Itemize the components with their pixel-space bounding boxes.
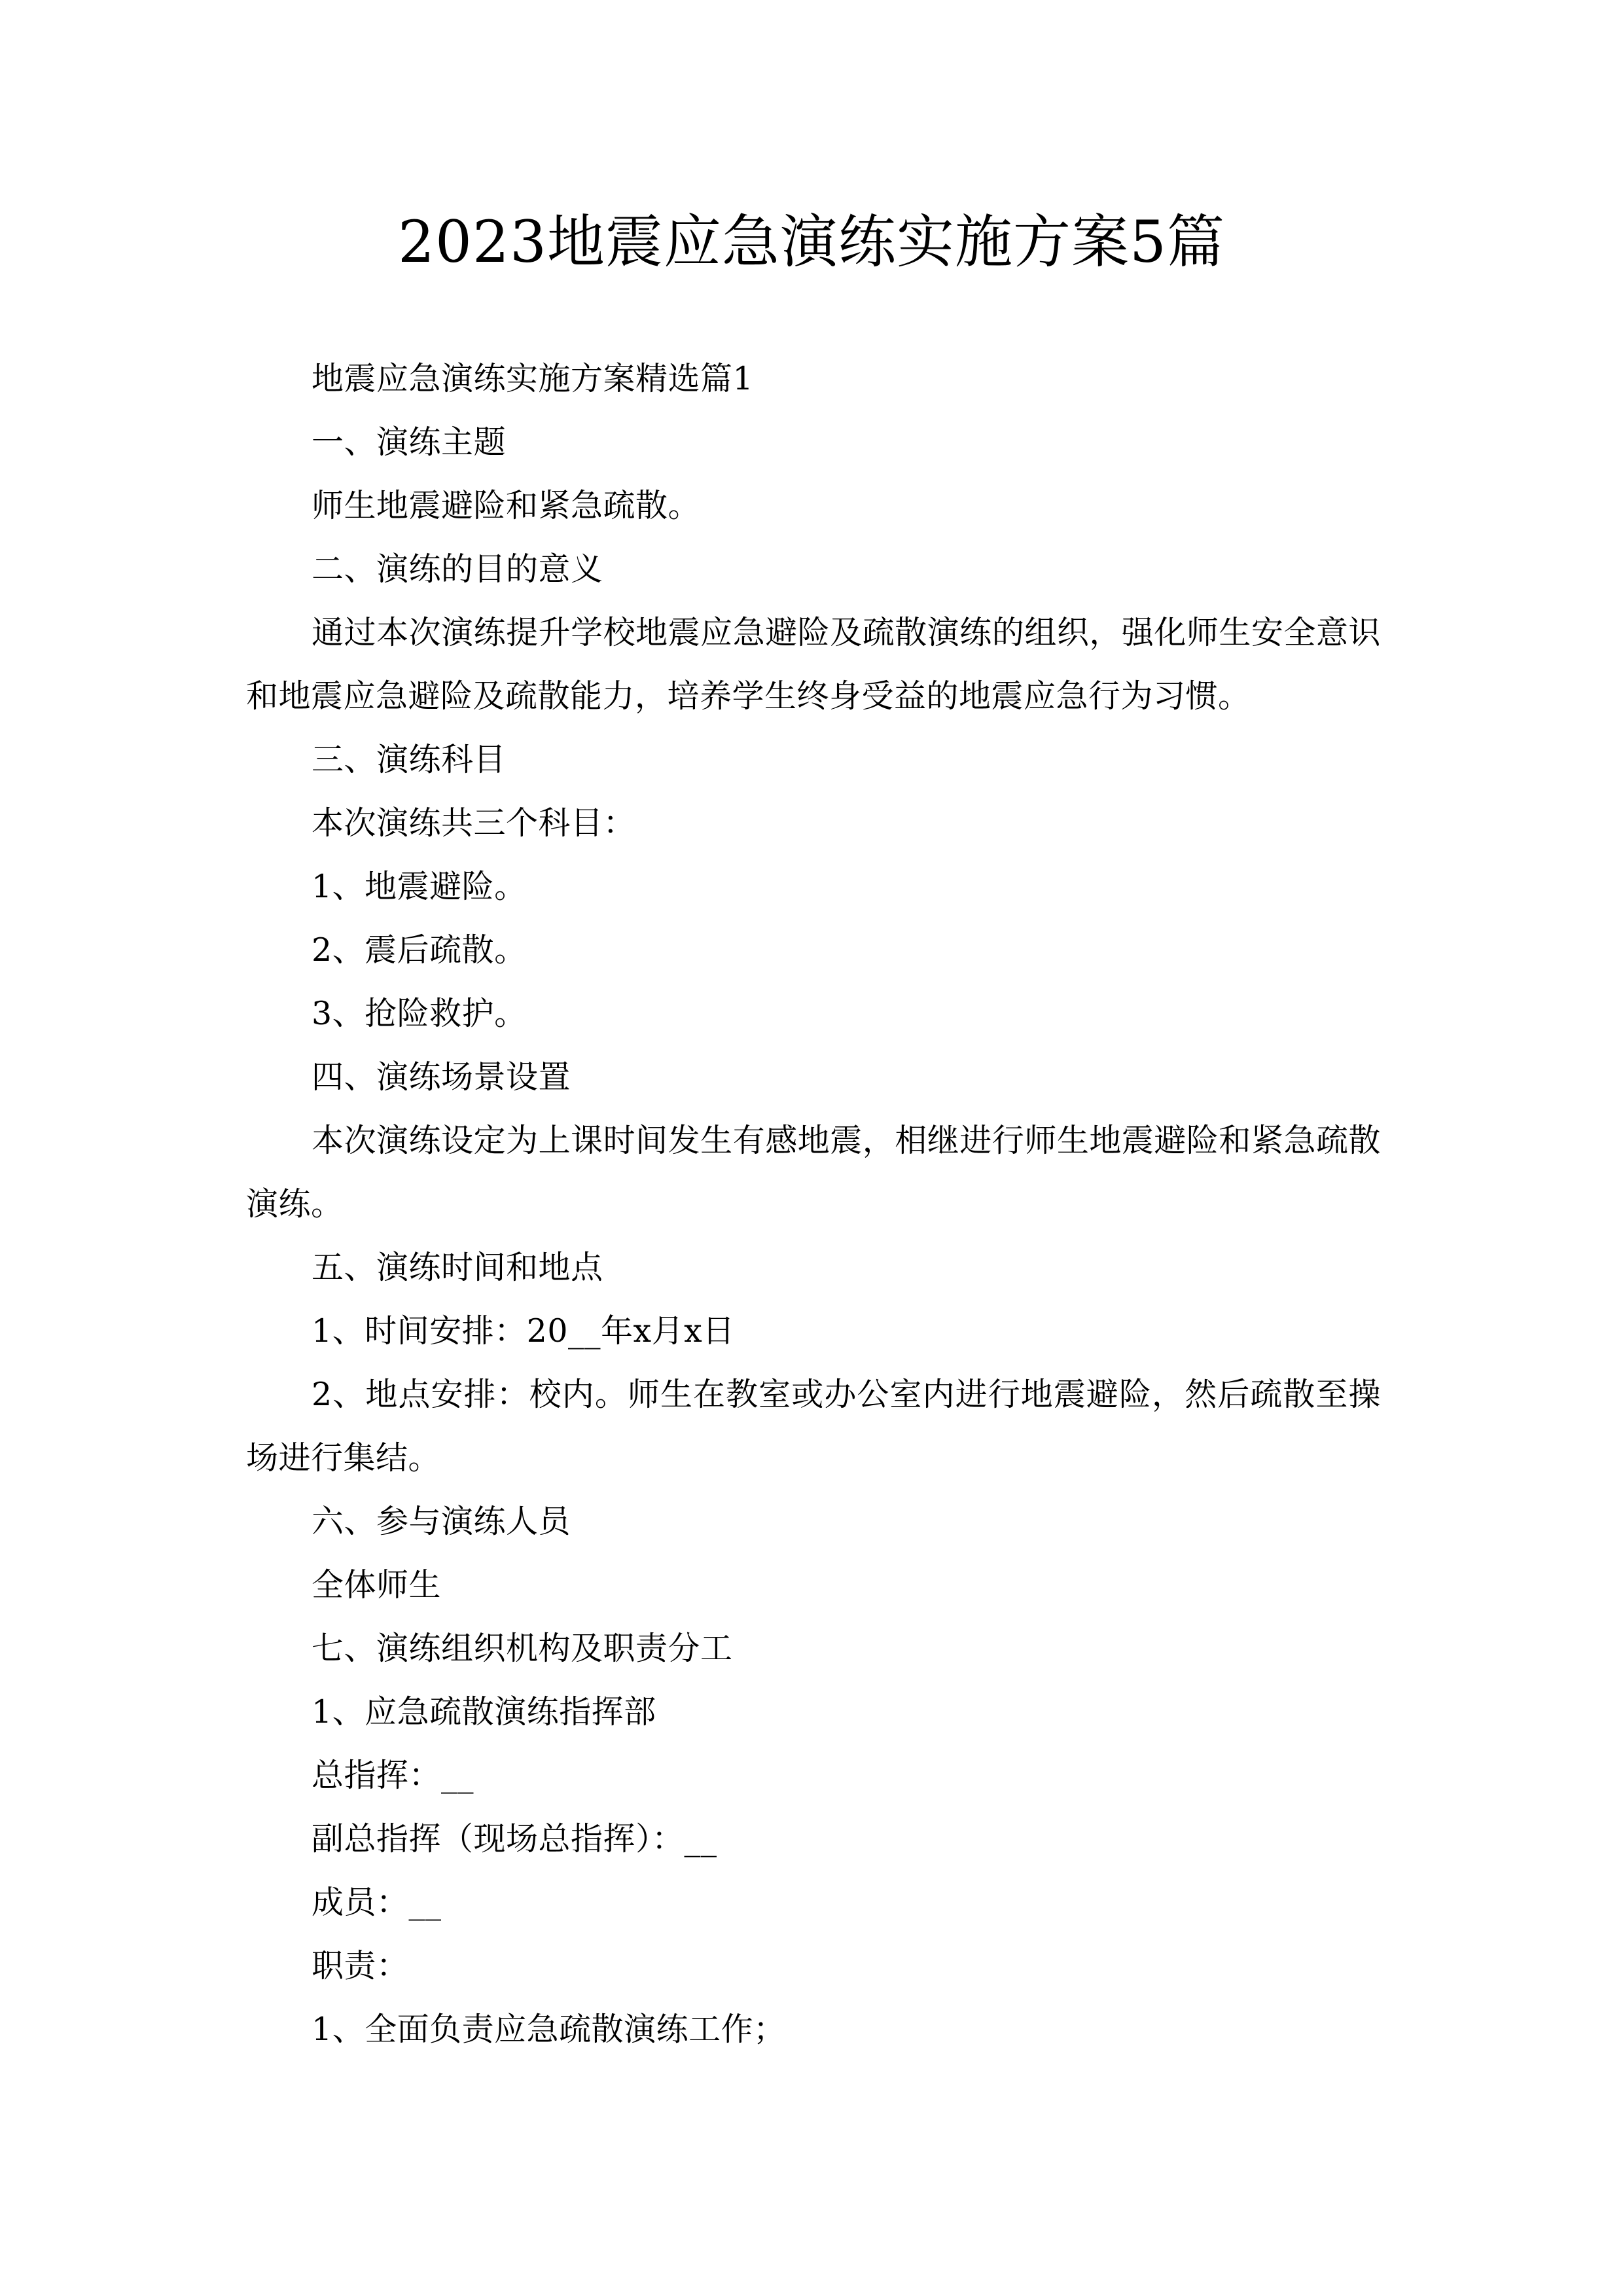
section-heading: 二、演练的目的意义 (312, 550, 603, 588)
section-heading: 五、演练时间和地点 (312, 1249, 603, 1286)
list-item: 1、全面负责应急疏散演练工作； (312, 2011, 786, 2048)
section-heading: 六、参与演练人员 (312, 1503, 571, 1540)
paragraph: 全体师生 (312, 1566, 442, 1604)
section-heading: 七、演练组织机构及职责分工 (312, 1630, 733, 1667)
field-line: 总指挥：__ (312, 1757, 474, 1794)
document-title: 2023地震应急演练实施方案5篇 (398, 208, 1225, 276)
section-heading: 地震应急演练实施方案精选篇1 (312, 360, 754, 397)
section-heading: 一、演练主题 (312, 423, 507, 461)
field-line: 成员：__ (312, 1884, 442, 1921)
field-line: 副总指挥（现场总指挥）：__ (312, 1820, 717, 1857)
section-heading: 三、演练科目 (312, 741, 507, 778)
paragraph: 通过本次演练提升学校地震应急避险及疏散演练的组织，强化师生安全意识和地震应急避险及疏散能力，培养学生终身受益的地震应急行为习惯。 (246, 614, 1381, 715)
paragraph: 本次演练共三个科目： (312, 804, 636, 842)
list-item: 2、震后疏散。 (312, 931, 527, 969)
list-item: 1、时间安排：20__年x月x日 (312, 1312, 735, 1350)
list-item: 1、地震避险。 (312, 868, 527, 905)
subsection-heading: 1、应急疏散演练指挥部 (312, 1693, 656, 1731)
paragraph: 师生地震避险和紧急疏散。 (312, 487, 701, 524)
section-heading: 四、演练场景设置 (312, 1058, 571, 1096)
list-item: 3、抢险救护。 (312, 995, 527, 1032)
list-item: 2、地点安排：校内。师生在教室或办公室内进行地震避险，然后疏散至操场进行集结。 (246, 1376, 1381, 1477)
document-body (246, 347, 1381, 2061)
field-line: 职责： (312, 1947, 409, 1984)
paragraph: 本次演练设定为上课时间发生有感地震，相继进行师生地震避险和紧急疏散演练。 (246, 1122, 1381, 1223)
